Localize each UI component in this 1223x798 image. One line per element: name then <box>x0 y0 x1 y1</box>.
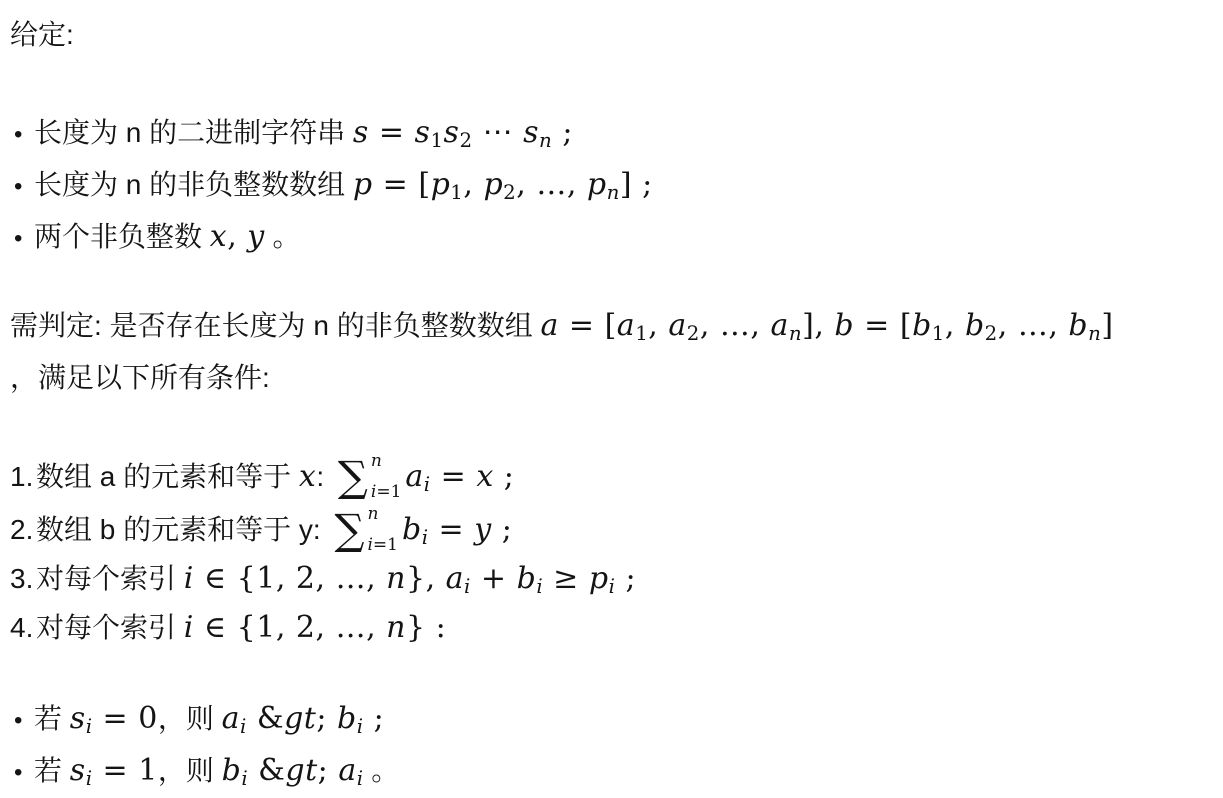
text-run: 两个非负整数 <box>34 221 210 252</box>
math-run: $b_i = y$ ; <box>401 512 513 549</box>
math-run: $a = [a_1$, $a_2$, …, $a_n$], $b = [b_1$, $b_2$, …, $b_n$] <box>540 308 1114 345</box>
math-run: x, y <box>209 219 265 254</box>
math-run: x <box>298 459 317 494</box>
case-list <box>10 694 1213 798</box>
math-run: $s_i = 0$ <box>69 701 158 738</box>
list-item <box>10 160 1213 212</box>
text-run: 对每个索引 <box>36 612 184 643</box>
case-item <box>10 694 1213 746</box>
summation <box>334 506 397 554</box>
number-marker: 3. <box>10 563 34 594</box>
math-run: $b_i$ &gt; $a_i$ <box>221 753 364 790</box>
line-content <box>36 501 1213 554</box>
text-run: 若 <box>34 755 70 786</box>
intro-text: 给定: <box>10 19 74 50</box>
math-run: i ∈ {1, 2, …, n} : <box>183 610 447 645</box>
line-content <box>36 603 1213 652</box>
number-marker: 2. <box>10 514 34 545</box>
line-content <box>10 352 1213 404</box>
line-content <box>34 746 1213 796</box>
given-list <box>10 108 1213 264</box>
text-run: 。 <box>363 755 400 786</box>
summation <box>338 453 401 501</box>
sum-limits <box>371 453 402 501</box>
bullet-marker: • <box>14 707 23 734</box>
sigma-symbol: ∑ <box>337 452 368 501</box>
math-run: $a_i$ &gt; $b_i$ ; <box>221 701 385 738</box>
bullet-marker: • <box>14 759 23 786</box>
text-run: 数组 b 的元素和等于 y: <box>36 514 329 545</box>
line-content <box>36 448 1213 501</box>
number-marker: 1. <box>10 461 34 492</box>
number-marker: 4. <box>10 612 34 643</box>
sum-limits <box>367 506 398 554</box>
text-run: 数组 a 的元素和等于 <box>36 461 299 492</box>
sum-upper-limit: n <box>367 504 379 524</box>
bullet-marker: • <box>14 121 23 148</box>
case-item <box>10 746 1213 798</box>
line-content <box>34 212 1213 262</box>
text-run: ，满足以下所有条件: <box>10 362 270 393</box>
list-item <box>10 108 1213 160</box>
text-run: : <box>316 461 332 492</box>
task-line-1 <box>10 300 1213 352</box>
bullet-marker: • <box>14 225 23 252</box>
sum-lower-limit: i=1 <box>367 535 398 555</box>
text-run: 长度为 n 的二进制字符串 <box>34 117 353 148</box>
math-run: i ∈ {1, 2, …, n}, $a_i + b_i \ge p_i$ ; <box>183 561 637 598</box>
sigma-symbol: ∑ <box>334 505 365 554</box>
conditions-list <box>10 448 1213 652</box>
task-paragraph <box>10 300 1213 404</box>
text-run: 需判定: 是否存在长度为 n 的非负整数数组 <box>10 310 541 341</box>
math-run: $s_i = 1$ <box>69 753 158 790</box>
condition-item <box>10 554 1213 603</box>
condition-item <box>10 603 1213 652</box>
sum-upper-limit: n <box>370 451 382 471</box>
text-run: 对每个索引 <box>36 563 184 594</box>
math-run: $a_i = x$ ; <box>405 459 515 496</box>
line-content <box>36 554 1213 603</box>
text-run: 长度为 n 的非负整数数组 <box>34 169 353 200</box>
text-run: 。 <box>264 221 301 252</box>
text-run: ，则 <box>157 755 222 786</box>
line-content <box>34 694 1213 744</box>
line-content <box>34 160 1213 210</box>
condition-item <box>10 501 1213 554</box>
math-run: $s = s_1s_2$ ⋯ $s_n$ ; <box>352 115 573 152</box>
task-line-2 <box>10 352 1213 404</box>
line-content <box>34 108 1213 158</box>
sum-lower-limit: i=1 <box>370 482 402 502</box>
list-item <box>10 212 1213 264</box>
bullet-marker: • <box>14 173 23 200</box>
line-content <box>10 300 1213 352</box>
condition-item <box>10 448 1213 501</box>
text-run: 若 <box>34 703 70 734</box>
math-run: $p = [p_1$, $p_2$, …, $p_n$] ; <box>352 167 653 204</box>
text-run: ，则 <box>157 703 222 734</box>
